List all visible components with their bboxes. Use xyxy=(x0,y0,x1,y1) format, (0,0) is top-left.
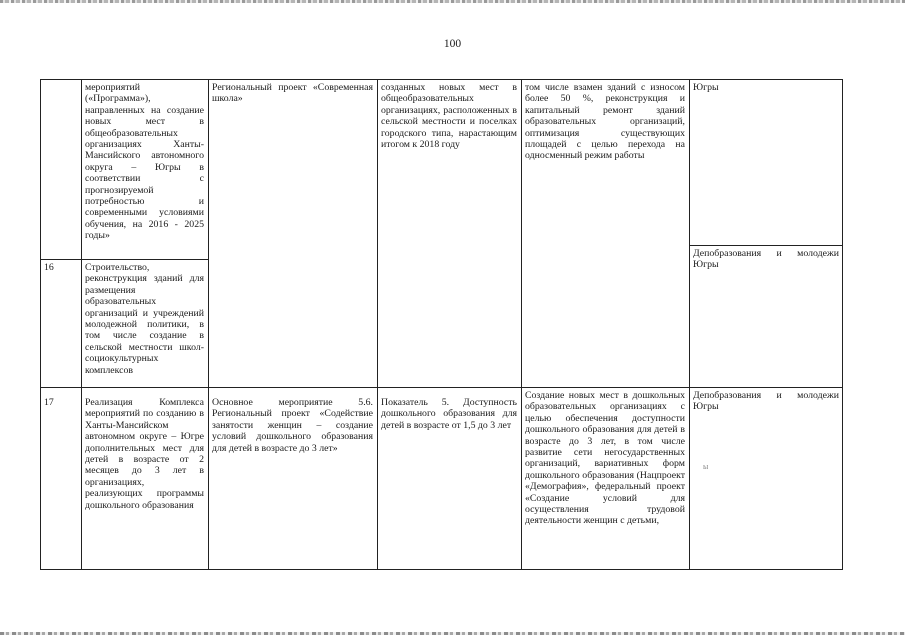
tasks-cell: Создание новых мест в дошкольных образовательных организациях с целью обеспечения доступности дошкольного образования для детей в возрасте до 3 лет, в том числе развитие сети негосударственных организаций, вариативных форм дошкольного образования (Нацпроект «Демография», федеральный проект «Создание условий для осуществления трудовой деятельности женщин с детьми, xyxy=(525,390,685,527)
row-number: 17 xyxy=(44,397,54,408)
column-rule xyxy=(208,79,209,570)
table-border-bottom xyxy=(40,569,843,570)
document-table xyxy=(40,79,843,570)
activity-cell: Строительство, реконструкция зданий для размещения образовательных организаций и учреждений молодежной политики, в том числе создание в сельской местности школ-социокультурных комплексов xyxy=(85,262,204,376)
page-number: 100 xyxy=(443,38,462,50)
row-rule xyxy=(40,259,209,260)
row-rule xyxy=(40,387,843,388)
table-border-right xyxy=(842,79,843,570)
scan-edge-top xyxy=(0,0,905,3)
table-border-top xyxy=(40,79,843,80)
responsible-cell: Югры xyxy=(693,82,719,93)
project-cell: Региональный проект «Современная школа» xyxy=(212,82,373,105)
project-cell: Основное мероприятие 5.6. Региональный проект «Содействие занятости женщин – создание условий дошкольного образования для детей в возрасте до 3 лет» xyxy=(212,397,373,454)
column-rule xyxy=(81,79,82,570)
row-number: 16 xyxy=(44,262,54,273)
indicator-cell: Показатель 5. Доступность дошкольного образования для детей в возрасте от 1,5 до 3 лет xyxy=(381,397,517,431)
activity-cell: мероприятий («Программа»), направленных на создание новых мест в общеобразовательных организациях Ханты-Мансийского автономного округа – Югры в соответствии с прогнозируемой потребностью и современными условиями обучения, на 2016 - 2025 годы» xyxy=(85,82,204,242)
row-rule xyxy=(689,245,843,246)
scan-mark: Ы xyxy=(703,465,709,471)
column-rule xyxy=(521,79,522,570)
responsible-cell: Депобразования и молодежи Югры xyxy=(693,390,839,413)
scan-edge-bottom xyxy=(0,632,905,635)
indicator-cell: созданных новых мест в общеобразовательных организациях, расположенных в сельской местности и поселках городского типа, нарастающим итогом к 2018 году xyxy=(381,82,517,151)
table-border-left xyxy=(40,79,41,570)
tasks-cell: том числе взамен зданий с износом более 50 %, реконструкция и капитальный ремонт зданий образовательных организаций, оптимизация существующих площадей с целью перехода на односменный режим работы xyxy=(525,82,685,162)
activity-cell: Реализация Комплекса мероприятий по созданию в Ханты-Мансийском автономном округе – Югре дополнительных мест для детей в возрасте от 2 месяцев до 3 лет в организациях, реализующих программы дошкольного образования xyxy=(85,397,204,511)
column-rule xyxy=(689,79,690,570)
responsible-cell: Депобразования и молодежи Югры xyxy=(693,248,839,271)
column-rule xyxy=(377,79,378,570)
